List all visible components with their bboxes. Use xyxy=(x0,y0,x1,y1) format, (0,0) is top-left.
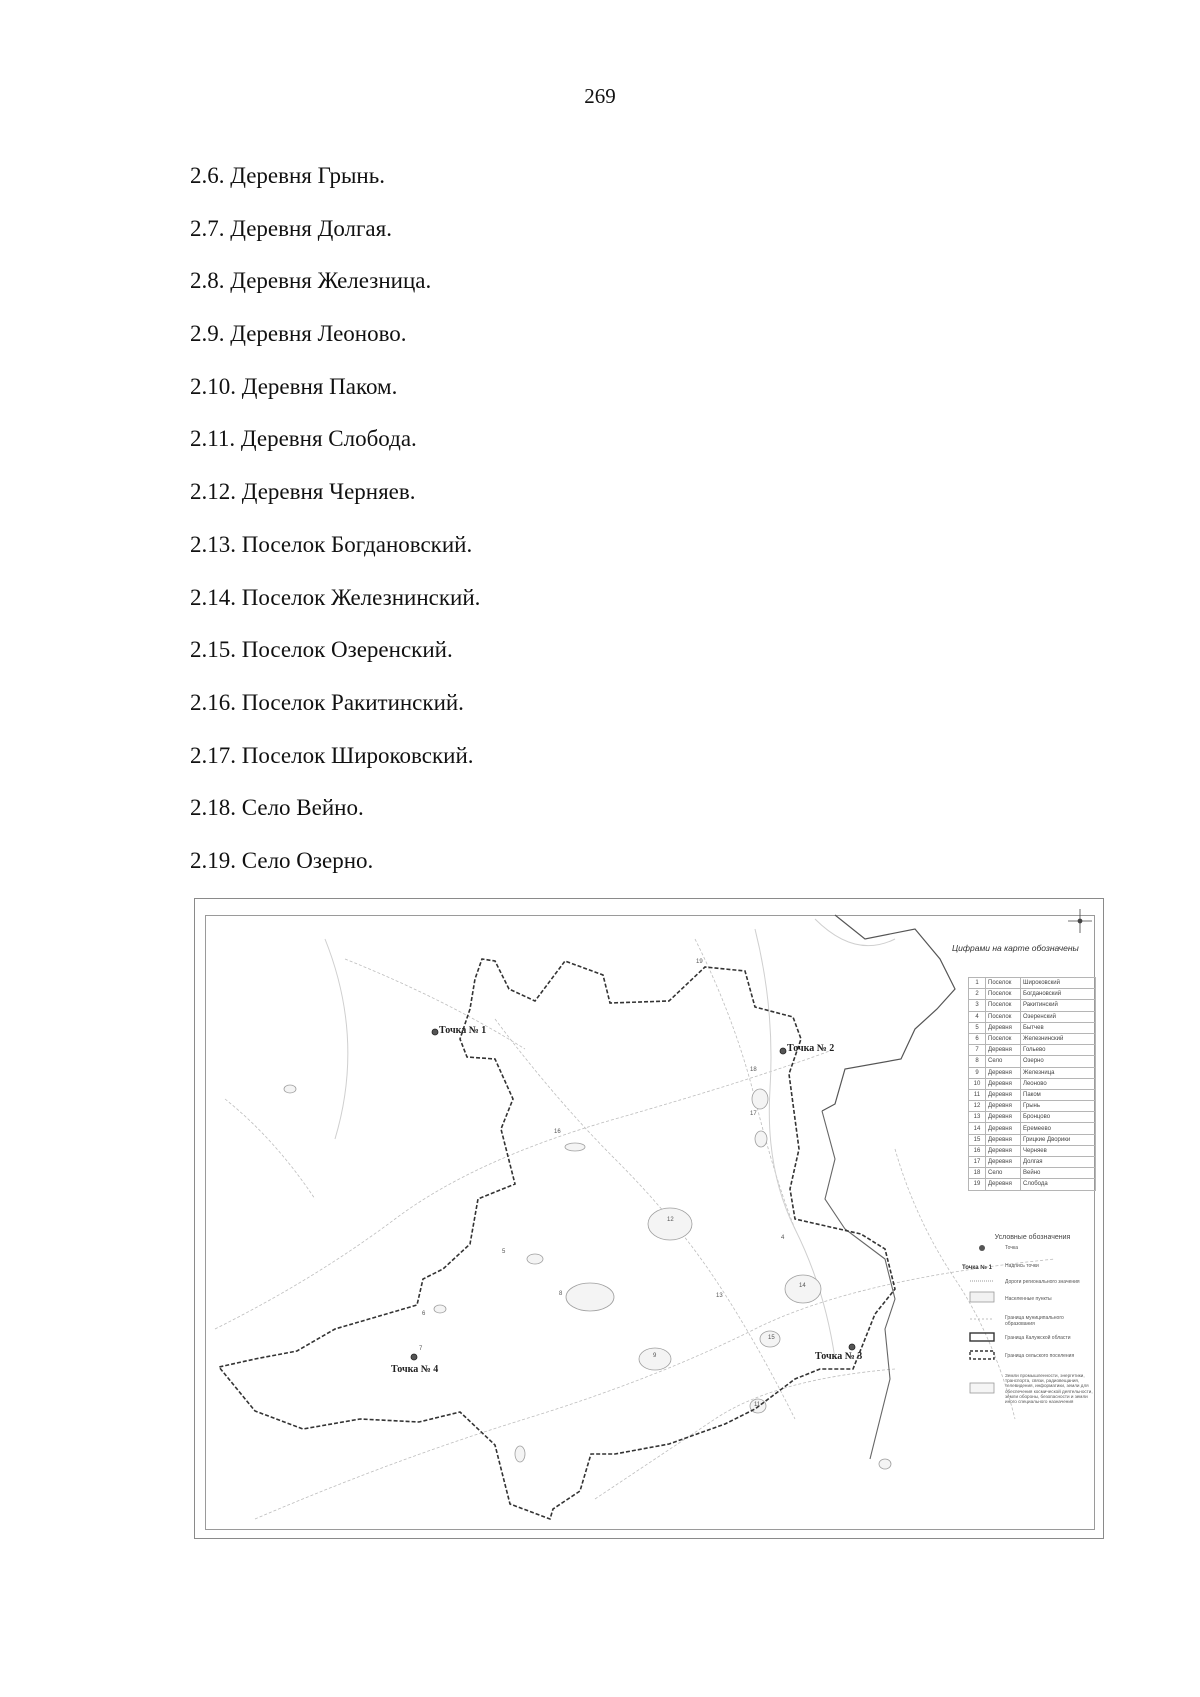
region-border-line-2 xyxy=(822,1111,895,1459)
list-item: 2.6. Деревня Грынь. xyxy=(190,163,385,188)
legend-number: 19 xyxy=(969,1179,986,1190)
legend-row xyxy=(969,1134,1096,1145)
legend-title: Цифрами на карте обозначены xyxy=(952,943,1079,953)
map-village-number: 11 xyxy=(754,1402,761,1408)
legend-number: 18 xyxy=(969,1168,986,1179)
legend-type: Деревня xyxy=(986,1089,1021,1100)
legend-number: 1 xyxy=(969,978,986,989)
legend-name: Леоново xyxy=(1021,1078,1096,1089)
legend-number: 7 xyxy=(969,1045,986,1056)
legend-row xyxy=(969,1101,1096,1112)
legend-name: Озерно xyxy=(1021,1056,1096,1067)
legend-number: 11 xyxy=(969,1089,986,1100)
legend-row xyxy=(969,989,1096,1000)
map-village-number: 5 xyxy=(502,1249,506,1255)
legend-name: Железнинский xyxy=(1021,1033,1096,1044)
legend-number: 2 xyxy=(969,989,986,1000)
convention-item xyxy=(957,1313,1097,1331)
legend-row xyxy=(969,1112,1096,1123)
legend-name: Грицкие Дворики xyxy=(1021,1134,1096,1145)
legend-type: Деревня xyxy=(986,1045,1021,1056)
list-item: 2.16. Поселок Ракитинский. xyxy=(190,689,464,715)
list-item: 2.8. Деревня Железница. xyxy=(190,268,432,294)
legend-number: 8 xyxy=(969,1056,986,1067)
legend-type: Поселок xyxy=(986,1011,1021,1022)
legend-type: Деревня xyxy=(986,1134,1021,1145)
legend-number: 17 xyxy=(969,1157,986,1168)
legend-name: Бронцово xyxy=(1021,1112,1096,1123)
convention-item xyxy=(957,1371,1097,1431)
point-label-3: Точка № 3 xyxy=(815,1351,863,1362)
legend-row xyxy=(969,1089,1096,1100)
legend-row xyxy=(969,1000,1096,1011)
compass-icon xyxy=(1068,909,1092,933)
map-village-number: 8 xyxy=(559,1291,563,1297)
list-item: 2.11. Деревня Слобода. xyxy=(190,426,417,452)
legend-name: Черняев xyxy=(1021,1145,1096,1156)
map-village-number: 9 xyxy=(653,1353,657,1359)
map-background-roads xyxy=(215,939,1055,1519)
map-village-number: 14 xyxy=(799,1283,806,1289)
point-2-marker xyxy=(780,1048,786,1054)
convention-label: Точка xyxy=(1005,1245,1019,1251)
legend-table xyxy=(968,977,1096,1191)
legend-number: 15 xyxy=(969,1134,986,1145)
legend-row xyxy=(969,1145,1096,1156)
convention-item xyxy=(957,1294,1097,1312)
legend-name: Широковский xyxy=(1021,978,1096,989)
legend-type: Поселок xyxy=(986,1033,1021,1044)
legend-row xyxy=(969,1022,1096,1033)
legend-type: Деревня xyxy=(986,1067,1021,1078)
legend-row xyxy=(969,1045,1096,1056)
legend-row xyxy=(969,1078,1096,1089)
legend-row xyxy=(969,978,1096,989)
list-item: 2.7. Деревня Долгая. xyxy=(190,215,392,241)
legend-number: 13 xyxy=(969,1112,986,1123)
map-village-number: 18 xyxy=(750,1067,757,1073)
list-item: 2.17. Поселок Широковский. xyxy=(190,742,474,768)
legend-name: Бытчев xyxy=(1021,1022,1096,1033)
settlement-areas xyxy=(284,1085,891,1469)
legend-name: Ракитинский xyxy=(1021,1000,1096,1011)
list-item: 2.13. Поселок Богдановский. xyxy=(190,531,473,557)
boundary-points xyxy=(411,1029,855,1360)
list-item: 2.10. Деревня Паком. xyxy=(190,373,398,399)
legend-number: 12 xyxy=(969,1101,986,1112)
map-village-number: 13 xyxy=(716,1293,723,1299)
legend-type: Село xyxy=(986,1056,1021,1067)
map-village-number: 4 xyxy=(781,1235,785,1241)
legend-name: Вейно xyxy=(1021,1168,1096,1179)
map-village-number: 7 xyxy=(419,1346,423,1352)
convention-label: Земли промышленности, энергетики, транспорта, связи, радиовещания, телевидения, информатики, земли для обеспечения космической деятельности, земли обороны, безопасности и земли иного специального назначения xyxy=(1005,1373,1093,1405)
legend-number: 9 xyxy=(969,1067,986,1078)
legend-type: Поселок xyxy=(986,1000,1021,1011)
convention-label: Населенные пункты xyxy=(1005,1296,1052,1302)
convention-item xyxy=(957,1243,1097,1261)
legend-row xyxy=(969,1123,1096,1134)
legend-type: Село xyxy=(986,1168,1021,1179)
convention-symbol-text: Точка № 1 xyxy=(962,1265,992,1271)
convention-label: Граница Калужской области xyxy=(1005,1335,1071,1341)
legend-type: Деревня xyxy=(986,1157,1021,1168)
legend-name: Озеренский xyxy=(1021,1011,1096,1022)
point-1-marker xyxy=(432,1029,438,1035)
point-4-marker xyxy=(411,1354,417,1360)
map-village-number: 6 xyxy=(422,1311,426,1317)
legend-row xyxy=(969,1168,1096,1179)
convention-label: Надпись точки xyxy=(1005,1263,1039,1269)
map-village-number: 12 xyxy=(667,1217,674,1223)
legend-row xyxy=(969,1033,1096,1044)
boundary-map xyxy=(194,898,1104,1539)
legend-type: Деревня xyxy=(986,1112,1021,1123)
legend-name: Слобода xyxy=(1021,1179,1096,1190)
list-item: 2.12. Деревня Черняев. xyxy=(190,479,416,505)
convention-label: Граница муниципального образования xyxy=(1005,1315,1064,1327)
conventions-title: Условные обозначения xyxy=(994,1234,1071,1241)
legend-number: 10 xyxy=(969,1078,986,1089)
convention-label: Граница сельского поселения xyxy=(1005,1353,1075,1359)
legend-name: Железница xyxy=(1021,1067,1096,1078)
legend-type: Деревня xyxy=(986,1022,1021,1033)
legend-number: 4 xyxy=(969,1011,986,1022)
legend-type: Деревня xyxy=(986,1123,1021,1134)
map-village-number: 15 xyxy=(768,1335,775,1341)
legend-type: Деревня xyxy=(986,1078,1021,1089)
legend-name: Богдановский xyxy=(1021,989,1096,1000)
point-label-1: Точка № 1 xyxy=(439,1025,487,1036)
list-item: 2.15. Поселок Озеренский. xyxy=(190,637,453,663)
map-village-number: 16 xyxy=(554,1129,561,1135)
map-village-number: 17 xyxy=(750,1111,757,1117)
list-item: 2.19. Село Озерно. xyxy=(190,847,374,873)
map-village-number: 19 xyxy=(696,959,703,965)
point-label-4: Точка № 4 xyxy=(391,1364,439,1375)
legend-type: Деревня xyxy=(986,1179,1021,1190)
legend-name: Долгая xyxy=(1021,1157,1096,1168)
legend-type: Деревня xyxy=(986,1145,1021,1156)
legend-row xyxy=(969,1157,1096,1168)
legend-row xyxy=(969,1067,1096,1078)
legend-name: Паком xyxy=(1021,1089,1096,1100)
list-item: 2.14. Поселок Железнинский. xyxy=(190,584,481,610)
page-number: 269 xyxy=(584,84,616,108)
legend-number: 16 xyxy=(969,1145,986,1156)
legend-name: Грынь xyxy=(1021,1101,1096,1112)
convention-label: Дороги регионального значения xyxy=(1005,1279,1080,1285)
region-border-line xyxy=(822,915,955,1111)
legend-name: Гольево xyxy=(1021,1045,1096,1056)
legend-name: Еремеево xyxy=(1021,1123,1096,1134)
legend-number: 5 xyxy=(969,1022,986,1033)
legend-row xyxy=(969,1179,1096,1190)
convention-item xyxy=(957,1351,1097,1369)
legend-number: 3 xyxy=(969,1000,986,1011)
legend-row xyxy=(969,1011,1096,1022)
point-label-2: Точка № 2 xyxy=(787,1043,835,1054)
legend-type: Поселок xyxy=(986,978,1021,989)
list-item: 2.18. Село Вейно. xyxy=(190,795,364,821)
convention-item xyxy=(957,1277,1097,1295)
legend-number: 6 xyxy=(969,1033,986,1044)
legend-row xyxy=(969,1056,1096,1067)
point-3-marker xyxy=(849,1344,855,1350)
legend-number: 14 xyxy=(969,1123,986,1134)
legend-type: Поселок xyxy=(986,989,1021,1000)
list-item: 2.9. Деревня Леоново. xyxy=(190,321,407,347)
convention-item xyxy=(957,1333,1097,1351)
legend-type: Деревня xyxy=(986,1101,1021,1112)
settlement-list xyxy=(190,150,480,888)
